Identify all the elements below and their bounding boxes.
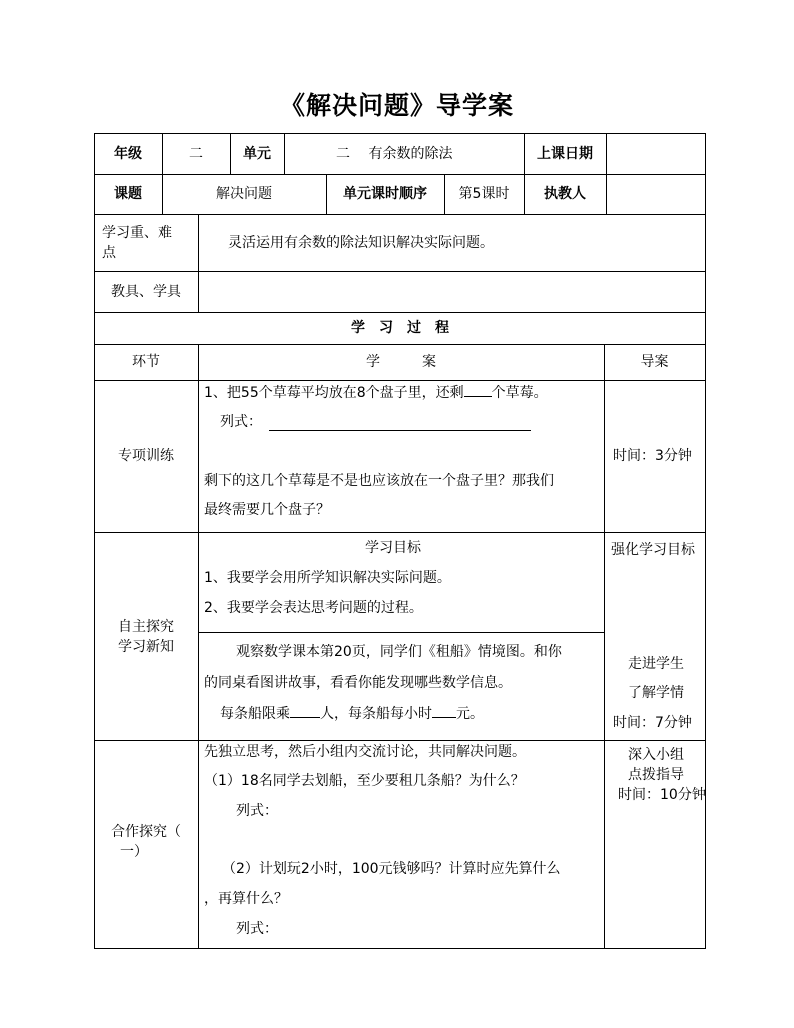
process-heading: 学 习 过 程 xyxy=(351,320,449,336)
col-header-plan: 学 案 xyxy=(366,354,436,370)
col-divider xyxy=(606,133,607,174)
drill-guide: 时间：3分钟 xyxy=(613,448,692,464)
coop-stage-line2: 一） xyxy=(120,844,148,860)
tools-label: 教具、学具 xyxy=(111,284,181,300)
row-divider xyxy=(94,532,706,533)
coop-formula-1: 列式： xyxy=(236,803,278,819)
answer-blank[interactable] xyxy=(464,382,492,397)
table-border-right xyxy=(705,133,706,949)
class-date-label: 上课日期 xyxy=(537,146,593,162)
table-border-top xyxy=(94,133,706,134)
boat-info-b: 人，每条船每小时 xyxy=(320,706,432,722)
coop-formula-2: 列式： xyxy=(236,921,278,937)
coop-question-2-line1: （2）计划玩2小时，100元钱够吗？计算时应先算什么 xyxy=(222,861,561,877)
col-divider xyxy=(606,174,607,214)
observe-line2: 的同桌看图讲故事，看看你能发现哪些数学信息。 xyxy=(204,675,512,691)
col-divider xyxy=(198,344,199,948)
drill-follow-line1: 剩下的这几个草莓是不是也应该放在一个盘子里？那我们 xyxy=(204,473,554,489)
formula-answer-line[interactable] xyxy=(269,430,531,431)
goals-title: 学习目标 xyxy=(365,540,421,556)
grade-value: 二 xyxy=(189,146,203,162)
col-divider xyxy=(198,214,199,312)
formula-label: 列式： xyxy=(220,414,262,430)
teacher-label: 执教人 xyxy=(544,186,586,202)
explore-guide-goal: 强化学习目标 xyxy=(611,542,695,558)
drill-follow-line2: 最终需要几个盘子？ xyxy=(204,502,330,518)
row-divider xyxy=(94,174,706,175)
explore-guide-line2: 了解学情 xyxy=(628,685,684,701)
coop-intro: 先独立思考，然后小组内交流讨论，共同解决问题。 xyxy=(204,744,526,760)
drill-q1-text: 1、把55个草莓平均放在8个盘子里，还剩 xyxy=(204,385,464,401)
row-divider xyxy=(94,271,706,272)
topic-label: 课题 xyxy=(114,186,142,202)
order-value: 第5课时 xyxy=(458,186,510,202)
unit-label: 单元 xyxy=(243,146,271,162)
drill-question-1 xyxy=(204,382,548,403)
coop-stage-line1: 合作探究（ xyxy=(111,824,181,840)
focus-label-line1: 学习重、难 xyxy=(102,225,172,241)
focus-label-line2: 点 xyxy=(102,245,116,261)
observe-line1: 观察数学课本第20页，同学们《租船》情境图。和你 xyxy=(236,644,562,660)
row-divider xyxy=(94,740,706,741)
drill-formula xyxy=(220,412,262,432)
order-label: 单元课时顺序 xyxy=(343,186,427,202)
coop-question-2-line2: ，再算什么？ xyxy=(204,891,288,907)
inner-divider xyxy=(198,632,604,633)
col-header-stage: 环节 xyxy=(132,354,160,370)
table-border-bottom xyxy=(94,948,706,949)
boat-info-a: 每条船限乘 xyxy=(220,706,290,722)
col-divider xyxy=(604,344,605,948)
row-divider xyxy=(94,380,706,381)
row-divider xyxy=(94,214,706,215)
drill-stage: 专项训练 xyxy=(118,448,174,464)
goal-2: 2、我要学会表达思考问题的过程。 xyxy=(204,600,423,616)
goal-1: 1、我要学会用所学知识解决实际问题。 xyxy=(204,570,451,586)
document-title: 《解决问题》导学案 xyxy=(279,91,514,120)
row-divider xyxy=(94,312,706,313)
coop-guide-line2: 点拨指导 xyxy=(628,767,684,783)
answer-blank[interactable] xyxy=(290,703,320,718)
explore-stage-line2: 学习新知 xyxy=(118,639,174,655)
boat-info xyxy=(220,703,484,724)
boat-info-c: 元。 xyxy=(456,706,484,722)
col-header-guide: 导案 xyxy=(640,354,669,370)
explore-guide-time: 时间：7分钟 xyxy=(613,715,692,731)
focus-value: 灵活运用有余数的除法知识解决实际问题。 xyxy=(228,235,494,251)
unit-value: 二 有余数的除法 xyxy=(336,146,453,162)
explore-guide-line1: 走进学生 xyxy=(628,656,684,672)
row-divider xyxy=(94,344,706,345)
drill-q1-suffix: 个草莓。 xyxy=(491,385,548,401)
coop-guide-line1: 深入小组 xyxy=(628,747,684,763)
answer-blank[interactable] xyxy=(432,703,456,718)
explore-stage-line1: 自主探究 xyxy=(118,619,174,635)
coop-guide-time: 时间：10分钟 xyxy=(618,787,706,803)
grade-label: 年级 xyxy=(114,146,142,162)
coop-question-1: （1）18名同学去划船，至少要租几条船？为什么？ xyxy=(204,773,525,789)
topic-value: 解决问题 xyxy=(216,186,272,202)
col-divider xyxy=(284,133,285,174)
